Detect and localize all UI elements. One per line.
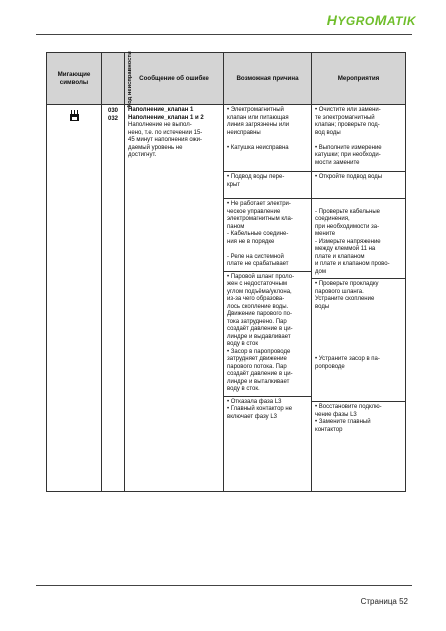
action-line: - Измерьте напряжение [315, 238, 381, 245]
action-line: вод воды [315, 129, 341, 136]
col-symbols: Мигающие символы [47, 53, 102, 105]
cause-block [227, 399, 308, 433]
cause-line: неисправны [227, 129, 261, 136]
action-line: - Проверьте кабельные [315, 208, 380, 215]
cause-line: - Кабельные соедине- [227, 231, 289, 237]
action-block [315, 404, 402, 438]
cause-line: лось скопление воды. [227, 303, 289, 310]
action-line [315, 326, 402, 334]
logo-m: M [374, 12, 387, 28]
hygromatik-logo [327, 12, 416, 28]
message-line: 45 минут наполнения ожи- [128, 137, 203, 143]
cause-line: воду в сток. [227, 386, 260, 392]
action-line: контактор [315, 426, 343, 433]
cause-line: включает фазу L3 [227, 413, 277, 420]
cause-line: • Паровой шланг проло- [227, 273, 295, 280]
cause-line: жен с недостаточным [227, 281, 288, 287]
cause-line: • Катушка неисправна [227, 144, 289, 151]
cause-line: крыт [227, 181, 241, 188]
cause-line: • Электромагнитный [227, 107, 284, 113]
action-line: при необходимости за- [315, 223, 380, 230]
table-row [47, 105, 406, 492]
cause-line: тока затруднено. Пар [227, 318, 287, 325]
message-line: нено, т.е. по истечении 15- [128, 129, 203, 136]
cause-line: линдре и выдавливает [227, 333, 291, 340]
message-line: достигнут. [128, 152, 157, 158]
col-code-label: Код неисправности [126, 50, 133, 108]
message-line: Наполнение не выпол- [128, 122, 192, 128]
cause-line [227, 137, 308, 145]
action-line [315, 311, 402, 319]
message-title: Наполнение_клапан 1 [128, 107, 194, 113]
section-divider [224, 271, 311, 272]
action-line: между клеммой 11 на [315, 246, 376, 252]
cause-line: создаёт давление в ци- [227, 326, 293, 332]
action-line [315, 319, 402, 327]
cause-line: из-за чего образова- [227, 296, 285, 302]
cause-line: клапан или питающая [227, 114, 289, 121]
col-message: Сообщение об ошибке [125, 53, 224, 105]
action-line: плате и клапаном [315, 253, 365, 260]
action-line: • Откройте подвод воды [315, 174, 383, 180]
cause-block [227, 274, 308, 394]
action-block [315, 174, 402, 196]
cause-line: паном [227, 223, 245, 230]
cause-line: Движение парового по- [227, 311, 292, 317]
action-line: чение фазы L3 [315, 411, 357, 418]
cause-line: • Подвод воды пере- [227, 174, 285, 180]
action-line: и плате и клапаном прово- [315, 261, 390, 267]
section-divider [312, 198, 405, 199]
cause-line: создаёт давление в ци- [227, 371, 293, 377]
header-rule [36, 34, 412, 35]
cause-block [227, 107, 308, 169]
logo-h: H [326, 12, 338, 28]
action-line: • Очистите или замени- [315, 107, 381, 113]
action-line [315, 341, 402, 349]
action-line: • Проверьте прокладку [315, 281, 379, 287]
cause-line: линия загрязнены или [227, 122, 290, 128]
cause-line: электромагнитным кла- [227, 216, 293, 222]
section-divider [224, 171, 311, 172]
code-030: 030 [107, 108, 118, 114]
action-block [315, 107, 402, 169]
error-table [46, 52, 406, 492]
cause-block [227, 174, 308, 196]
action-line: соединения, [315, 216, 350, 222]
action-line: парового шланга. [315, 288, 364, 295]
cause-line: воду в сток [227, 341, 258, 347]
section-divider [312, 278, 405, 279]
cause-line: ческое управление [227, 208, 281, 215]
cause-block [227, 201, 308, 269]
cause-line: затрудняет движение [227, 356, 287, 362]
section-divider [312, 401, 405, 402]
cause-line: • Главный контактор не [227, 406, 293, 412]
cause-line: плате не срабатывает [227, 261, 289, 267]
action-line [315, 334, 402, 342]
cause-line: линдре и выталкивает [227, 378, 290, 385]
page-number: Страница 52 [360, 597, 408, 606]
action-line: • Устраните засор в па- [315, 356, 380, 362]
cause-cell [224, 105, 312, 492]
action-line: мости замените [315, 159, 360, 166]
action-block [315, 201, 402, 276]
action-block [315, 281, 402, 399]
table-header-row [47, 53, 406, 105]
cause-line: • Засор в паропроводе [227, 348, 291, 355]
cause-line [227, 246, 308, 254]
action-line [315, 349, 402, 357]
footer-rule [36, 585, 412, 586]
action-cell [312, 105, 406, 492]
heater-warning-icon [70, 110, 79, 121]
message-title-2: Наполнение_клапан 1 и 2 [128, 114, 204, 121]
action-line: • Замените главный [315, 419, 371, 425]
col-cause: Возможная причина [224, 53, 312, 105]
action-line [315, 201, 402, 209]
message-body [128, 122, 220, 160]
action-line: мените [315, 231, 336, 237]
action-line: дом [315, 268, 326, 275]
action-line: клапан; проверьте под- [315, 122, 380, 128]
message-cell [125, 105, 224, 492]
section-divider [312, 171, 405, 172]
col-action: Мероприятия [312, 53, 406, 105]
action-line: те электромагнитный [315, 114, 375, 121]
symbol-cell [47, 105, 102, 492]
action-line: катушки; при необходи- [315, 152, 381, 158]
cause-line: • Отказала фаза L3 [227, 398, 282, 405]
code-032: 032 [107, 115, 118, 122]
logo-atik: ATIK [386, 14, 416, 28]
action-line: Устраните скопление [315, 296, 375, 302]
cause-line: - Реле на системной [227, 253, 284, 260]
code-cell [102, 105, 125, 492]
action-line [315, 137, 402, 145]
cause-line: • Не работает электри- [227, 201, 291, 207]
action-line: ропроводе [315, 363, 345, 370]
section-divider [224, 396, 311, 397]
cause-line: ния не в порядке [227, 238, 275, 245]
col-code [102, 50, 133, 108]
message-line: даемый уровень не [128, 144, 183, 151]
cause-line: углом подъёма/уклона, [227, 288, 292, 295]
action-line: воды [315, 303, 330, 310]
cause-line: парового потока. Пар [227, 363, 287, 370]
action-line: • Выполните измерение [315, 144, 382, 151]
logo-ygro: YGRO [337, 14, 375, 28]
section-divider [224, 198, 311, 199]
action-line: • Восстановите подклю- [315, 404, 382, 410]
